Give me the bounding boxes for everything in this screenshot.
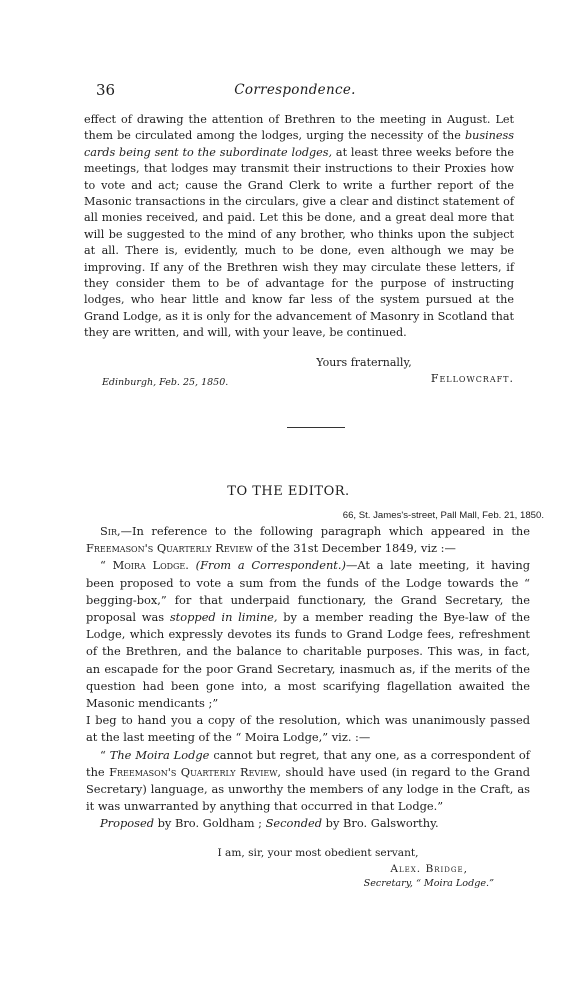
publication-name: Freemason's Quarterly Review bbox=[86, 541, 253, 556]
letter-body bbox=[84, 112, 514, 342]
quote-text-end: by a member reading the Bye-law of the Lodge, which expressly devotes its funds to Grand Lodge fees, refreshment of the Brethren, and the balance to charitable purposes. This was, in fact, an escapade for the poor Grand Secretary, inasmuch as, if the merits of the question had been gone into, a most scarifying flagellation awaited the Masonic mendicants ;” bbox=[86, 610, 531, 711]
letter-body-emphasis: business cards being sent to the subordinate lodges, bbox=[84, 129, 514, 159]
quote-mark: “ bbox=[100, 558, 113, 573]
page-number: 36 bbox=[96, 81, 116, 99]
resolution-text-end: should have used (in regard to the Grand Secretary) language, as unworthy the members of any lodge in the Craft, as it was unwarranted by anything that occurred in that Lodge.” bbox=[86, 764, 530, 814]
paragraph: I beg to hand you a copy of the resolution, which was unanimously passed at the last meeting of the “ Moira Lodge,” viz. :— bbox=[86, 713, 530, 745]
second-letter-signature: Alex. Bridge, bbox=[390, 863, 468, 875]
paragraph-text-end: of the 31st December 1849, viz :— bbox=[252, 541, 456, 556]
quote-text: —At a late meeting, it having been proposed to vote a sum from the funds of the Lodge towards the “ begging-box,” for that underpaid functionary, the Grand Secretary, the proposal was bbox=[86, 558, 531, 625]
quote-emphasis: stopped in limine, bbox=[169, 610, 278, 625]
paragraph-text: —In reference to the following paragraph which appeared in the bbox=[120, 524, 530, 538]
quoted-paragraph bbox=[86, 557, 530, 712]
letter-place-date: Edinburgh, Feb. 25, 1850. bbox=[102, 377, 229, 388]
page-header bbox=[96, 81, 494, 103]
second-letter-body bbox=[86, 523, 530, 833]
quote-source: (From a Correspondent.) bbox=[188, 558, 346, 573]
letter-closing: Yours fraternally, bbox=[316, 356, 412, 369]
letter-body-text: effect of drawing the attention of Brethren to the meeting in August. Let them be circulated among the lodges, urging the necessity of the bbox=[84, 113, 514, 143]
resolution-lodge-name: The Moira Lodge bbox=[109, 747, 210, 762]
proposed-label: Proposed bbox=[100, 816, 154, 831]
seconded-by: by Bro. Galsworthy. bbox=[322, 816, 439, 831]
letter-body-text-end: at least three weeks before the meetings, that lodges may transmit their instructions to their Proxies how to vote and act; cause the Grand Clerk to write a further report of the Masonic transactions in the circulars, give a clear and distinct statement of all monies received, and paid. Let this be done, and a great deal more that will be suggested to the mind of any brother, who thinks upon the subject at all. There is, evidently, much to be done, even although we may be improving. If any of the Brethren wish they may circulate these letters, if they consider them to be of advantage for the purpose of instructing lodges, who hear little and know far less of the system pursued at the Grand Lodge, as it is only for the advancement of Masonry in Scotland that they are written, and will, with your leave, be continued. bbox=[84, 145, 514, 340]
proposed-by: by Bro. Goldham ; bbox=[154, 816, 266, 831]
letter-heading: TO THE EDITOR. bbox=[227, 484, 350, 499]
resolution-paragraph bbox=[86, 747, 530, 816]
running-title: Correspondence. bbox=[234, 82, 356, 98]
proposal-line bbox=[86, 815, 530, 832]
letter-signature: Fellowcraft. bbox=[430, 372, 514, 385]
second-letter-signature-title: Secretary, “ Moira Lodge.” bbox=[363, 878, 494, 889]
letter-address: 66, St. James's-street, Pall Mall, Feb. 21, 1850. bbox=[342, 510, 544, 521]
quote-lodge-name: Moira Lodge. bbox=[112, 558, 189, 573]
publication-name: Freemason's Quarterly Review, bbox=[109, 764, 282, 779]
seconded-label: Seconded bbox=[265, 816, 323, 831]
salutation: Sir, bbox=[100, 524, 121, 538]
second-letter-closing: I am, sir, your most obedient servant, bbox=[217, 847, 419, 859]
quote-mark: “ bbox=[100, 747, 110, 762]
resolution-text: cannot but regret, that any one, as a correspondent of the bbox=[86, 747, 531, 779]
paragraph bbox=[86, 523, 530, 557]
section-divider bbox=[287, 427, 345, 428]
